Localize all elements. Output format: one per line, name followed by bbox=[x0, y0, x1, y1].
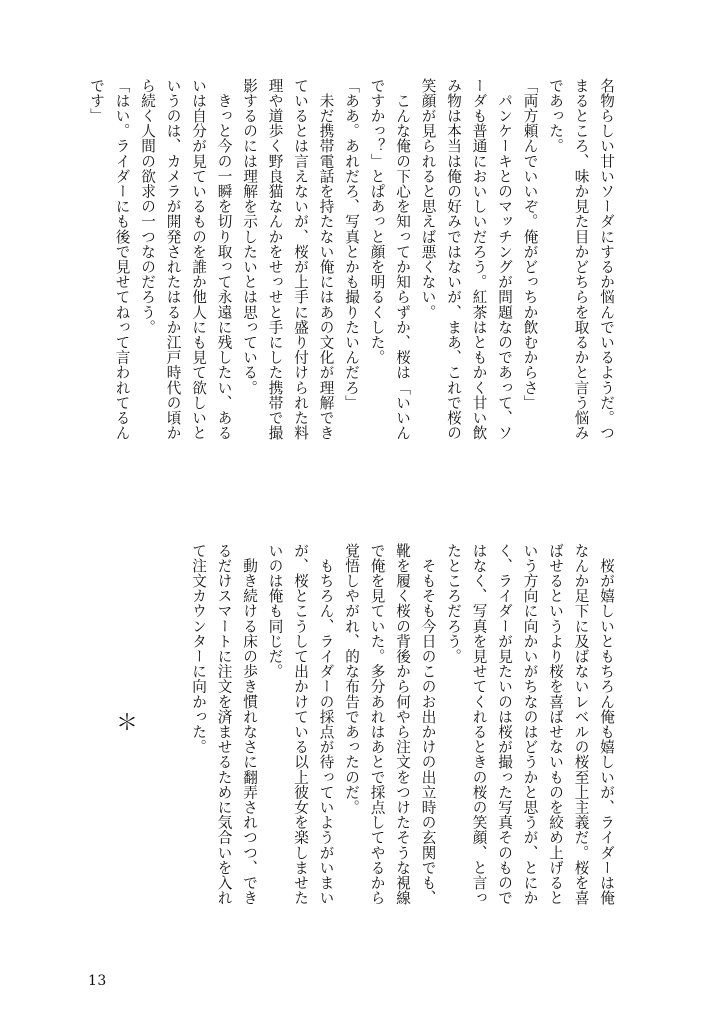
text-block-lower bbox=[190, 543, 619, 958]
text-line: 靴を履く桜の背後から何やら注文をつけたそうな視線 bbox=[394, 543, 411, 906]
text-line: ばせるというより桜を喜ばせないものを絞め上げると bbox=[547, 543, 564, 906]
text-line: で俺を見ていた。多分あれはあとで採点してやるから bbox=[368, 543, 386, 906]
text-line: いうのは、カメラが開発されたはるか江戸時代の頃か bbox=[164, 78, 182, 441]
text-line: いう方向に向かいがちなのはどうかと思うが、とにか bbox=[521, 543, 539, 906]
text-line: 未だ携帯電話を持たない俺にはあの文化が理解でき bbox=[317, 78, 335, 441]
text-line: く、ライダーが見たいのは桜が撮った写真そのもので bbox=[496, 543, 513, 906]
text-line: パンケーキとのマッチングが問題なのであって、ソ bbox=[496, 78, 513, 441]
text-line: いは自分が見ているものを誰か他人にも見て欲しいと bbox=[190, 78, 207, 441]
text-line: ているとは言えないが、桜が上手に盛り付けられた料 bbox=[292, 78, 309, 441]
text-line: ーダも普通においしいだろう。紅茶はともかく甘い飲 bbox=[470, 78, 488, 441]
text-line: たところだろう。 bbox=[445, 543, 462, 664]
text-line: きっと今の一瞬を切り取って永遠に残したい、ある bbox=[215, 78, 233, 441]
text-line: こんな俺の下心を知ってか知らずか、桜は「いいん bbox=[394, 78, 411, 441]
page-number: 13 bbox=[88, 973, 107, 989]
text-line: いのは俺も同じだ。 bbox=[266, 543, 284, 679]
text-line: 理や道歩く野良猫なんかをせっせと手にした携帯で撮 bbox=[266, 78, 284, 441]
text-line: 名物らしい甘いソーダにするか悩んでいるようだ。つ bbox=[598, 78, 615, 441]
text-line: そもそも今日のこのお出かけの出立時の玄関でも、 bbox=[419, 543, 437, 906]
text-line: が、桜とこうして出かけている以上彼女を楽しませた bbox=[292, 543, 309, 906]
text-block-upper bbox=[88, 78, 619, 493]
scene-separator: ＊ bbox=[116, 711, 139, 736]
text-line: 動き続ける床の歩き慣れなさに翻弄されつつ、でき bbox=[241, 543, 258, 906]
text-line: 桜が嬉しいともちろん俺も嬉しいが、ライダーは俺 bbox=[598, 543, 615, 906]
text-line: 「はい。ライダーにも後で見せてねって言われてるん bbox=[113, 78, 131, 441]
text-line: 「ああ。あれだろ、写真とかも撮りたいんだろ」 bbox=[343, 78, 360, 411]
text-line: ら続く人間の欲求の一つなのだろう。 bbox=[139, 78, 156, 335]
text-line: み物は本当は俺の好みではないが、まあ、これで桜の bbox=[445, 78, 462, 441]
text-line: はなく、写真を見せてくれるときの桜の笑顔、と言っ bbox=[470, 543, 488, 906]
text-line: るだけスマートに注文を済ませるために気合いを入れ bbox=[215, 543, 233, 906]
text-line: ですかっ？」とぱあっと顔を明るくした。 bbox=[368, 78, 386, 365]
text-line: 笑顔が見られると思えば悪くない。 bbox=[419, 78, 437, 320]
text-line: て注文カウンターに向かった。 bbox=[190, 543, 207, 755]
text-line: 覚悟しやがれ、的な布告であったのだ。 bbox=[343, 543, 360, 815]
text-line: なんか足下に及ばないレベルの桜至上主義だ。桜を喜 bbox=[572, 543, 590, 906]
text-line: 「両方頼んでいいぞ。俺がどっちか飲むからさ」 bbox=[521, 78, 539, 411]
text-line: もちろん、ライダーの採点が待っていようがいまい bbox=[317, 543, 335, 906]
text-line: であった。 bbox=[547, 78, 564, 154]
text-line: 影するのには理解を示したいとは思っている。 bbox=[241, 78, 258, 396]
text-line: です」 bbox=[88, 78, 105, 124]
text-line: まるところ、味か見た目かどちらを取るかと言う悩み bbox=[572, 78, 590, 441]
